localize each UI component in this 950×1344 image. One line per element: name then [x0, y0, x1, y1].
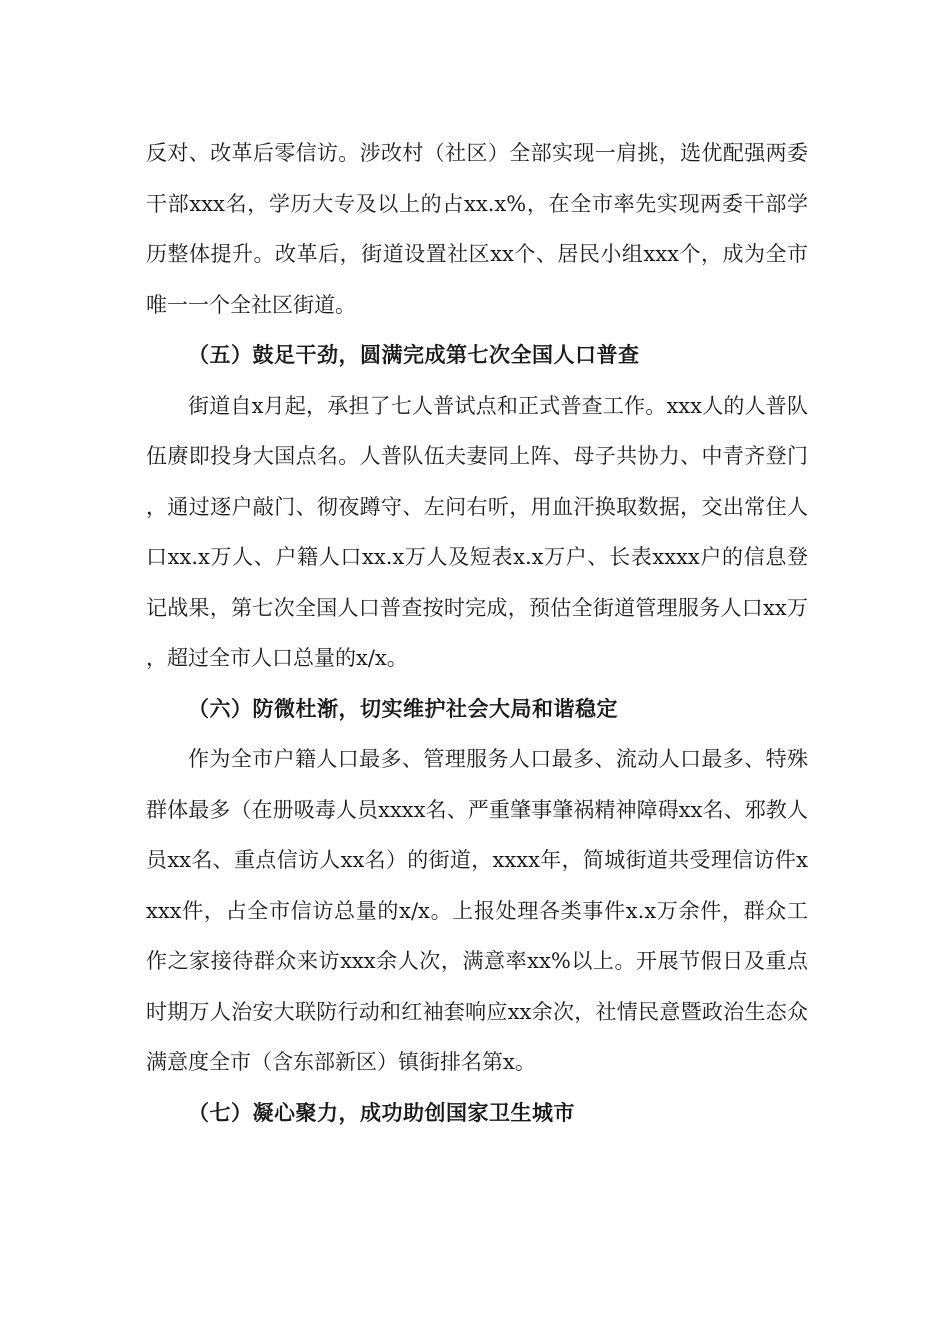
paragraph-stability: 作为全市户籍人口最多、管理服务人口最多、流动人口最多、特殊群体最多（在册吸毒人员xxxx名、严重肇事肇祸精神障碍xx名、邪教人员xx名、重点信访人xx名）的街道，xxxx年，简城街道共受理信访件xxxx件，占全市信访总量的x/x。上报处理各类事件x.x万余件，群众工作之家接待群众来访xxx余人次，满意率xx%以上。开展节假日及重点时期万人治安大联防行动和红袖套响应xx余次，社情民意暨政治生态众满意度全市（含东部新区）镇街排名第x。: [146, 747, 808, 1074]
section-heading-7: （七）凝心聚力，成功助创国家卫生城市: [188, 1100, 575, 1125]
paragraph-continuation: 反对、改革后零信访。涉改村（社区）全部实现一肩挑，选优配强两委干部xxx名，学历大专及以上的占xx.x%，在全市率先实现两委干部学历整体提升。改革后，街道设置社区xx个、居民小组xxx个，成为全市唯一一个全社区街道。: [146, 141, 808, 317]
section-heading-5: （五）鼓足干劲，圆满完成第七次全国人口普查: [188, 343, 640, 367]
paragraph-census: 街道自x月起，承担了七人普试点和正式普查工作。xxx人的人普队伍赓即投身大国点名。人普队伍夫妻同上阵、母子共协力、中青齐登门，通过逐户敲门、彻夜蹲守、左问右听，用血汗换取数据，交出常住人口xx.x万人、户籍人口xx.x万人及短表x.x万户、长表xxxx户的信息登记战果，第七次全国人口普查按时完成，预估全街道管理服务人口xx万，超过全市人口总量的x/x。: [146, 393, 808, 670]
section-heading-6: （六）防微杜渐，切实维护社会大局和谐稳定: [188, 696, 618, 721]
document-body: [146, 128, 808, 1138]
